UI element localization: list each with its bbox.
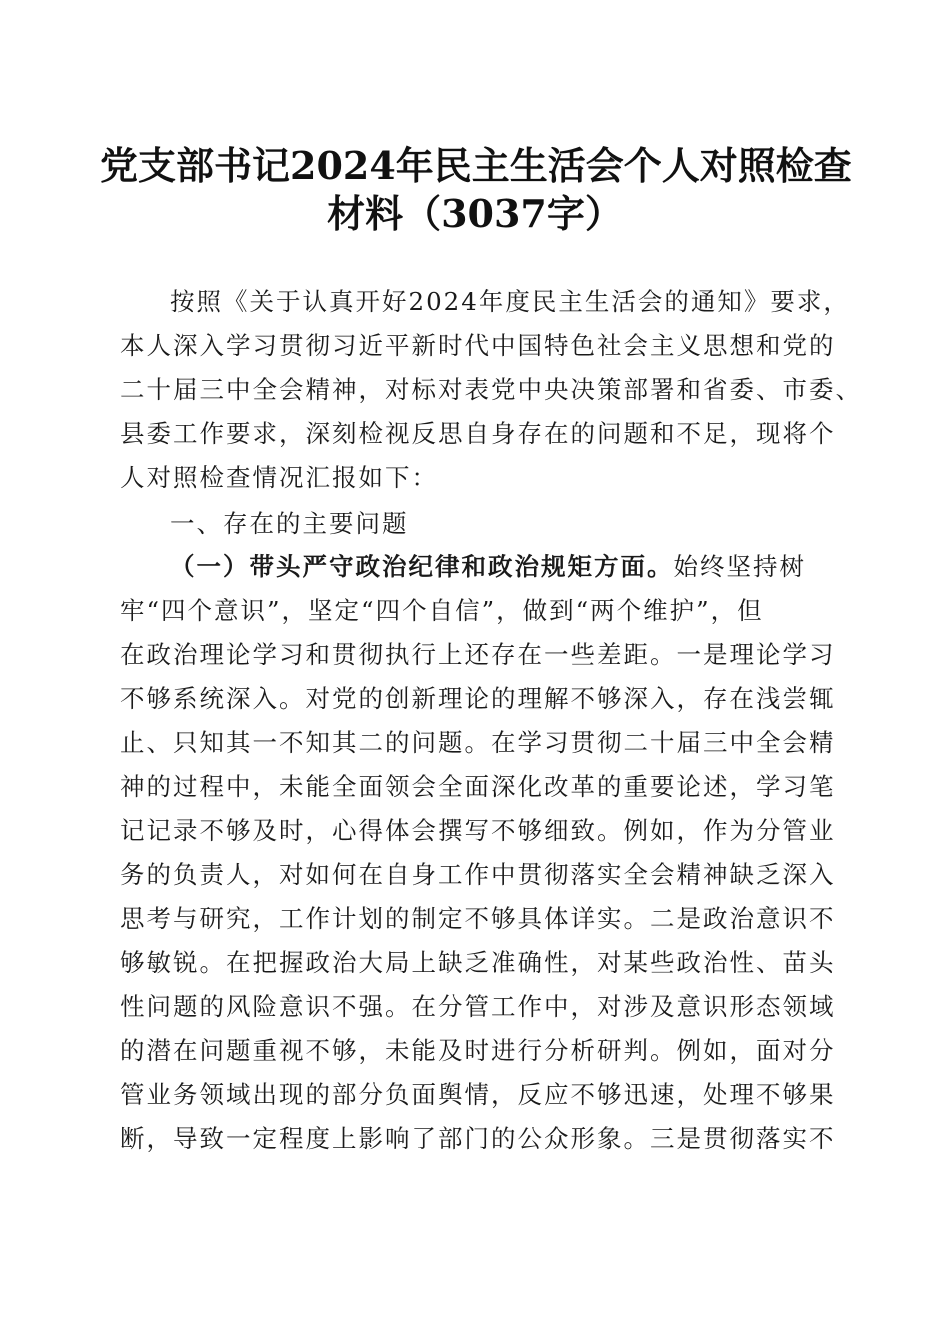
section-1-line: 神的过程中，未能全面领会全面深化改革的重要论述，学习笔: [120, 772, 836, 801]
section-1-line: 够敏锐。在把握政治大局上缺乏准确性，对某些政治性、苗头: [120, 948, 836, 977]
document-title-line-2: 材料（3037字）: [327, 191, 623, 236]
section-1-line: 记记录不够及时，心得体会撰写不够细致。例如，作为分管业: [120, 816, 836, 845]
section-1-line: 的潜在问题重视不够，未能及时进行分析研判。例如，面对分: [120, 1036, 836, 1065]
intro-paragraph: [120, 280, 862, 500]
section-1-line: 思考与研究，工作计划的制定不够具体详实。二是政治意识不: [120, 904, 836, 933]
section-1-line: 管业务领域出现的部分负面舆情，反应不够迅速，处理不够果: [120, 1080, 836, 1109]
section-1-line: 性问题的风险意识不强。在分管工作中，对涉及意识形态领域: [120, 992, 836, 1021]
section-1-line: 不够系统深入。对党的创新理论的理解不够深入，存在浅尝辄: [120, 684, 836, 713]
intro-line: 本人深入学习贯彻习近平新时代中国特色社会主义思想和党的: [120, 331, 836, 360]
section-1-line: 务的负责人，对如何在自身工作中贯彻落实全会精神缺乏深入: [120, 860, 836, 889]
section-1-line: 牢“四个意识”，坚定“四个自信”，做到“两个维护”，但: [120, 596, 764, 625]
section-1-paragraph: [120, 545, 840, 1161]
section-1-line: 止、只知其一不知其二的问题。在学习贯彻二十届三中全会精: [120, 728, 836, 757]
intro-line: 按照《关于认真开好2024年度民主生活会的通知》要求，: [170, 287, 850, 316]
intro-line: 二十届三中全会精神，对标对表党中央决策部署和省委、市委、: [120, 375, 862, 404]
intro-line: 县委工作要求，深刻检视反思自身存在的问题和不足，现将个: [120, 419, 836, 448]
document-title-line-1: 党支部书记2024年民主生活会个人对照检查: [100, 143, 852, 188]
intro-line: 人对照检查情况汇报如下：: [120, 463, 438, 492]
section-1-line: 在政治理论学习和贯彻执行上还存在一些差距。一是理论学习: [120, 640, 836, 669]
section-1-first-line-rest: 始终坚持树: [673, 552, 806, 581]
section-1-line: 断，导致一定程度上影响了部门的公众形象。三是贯彻落实不: [120, 1124, 836, 1153]
subsection-heading: （一）带头严守政治纪律和政治规矩方面。: [170, 552, 674, 581]
section-1-first-line: [120, 545, 840, 589]
section-heading: 一、存在的主要问题: [170, 509, 409, 538]
